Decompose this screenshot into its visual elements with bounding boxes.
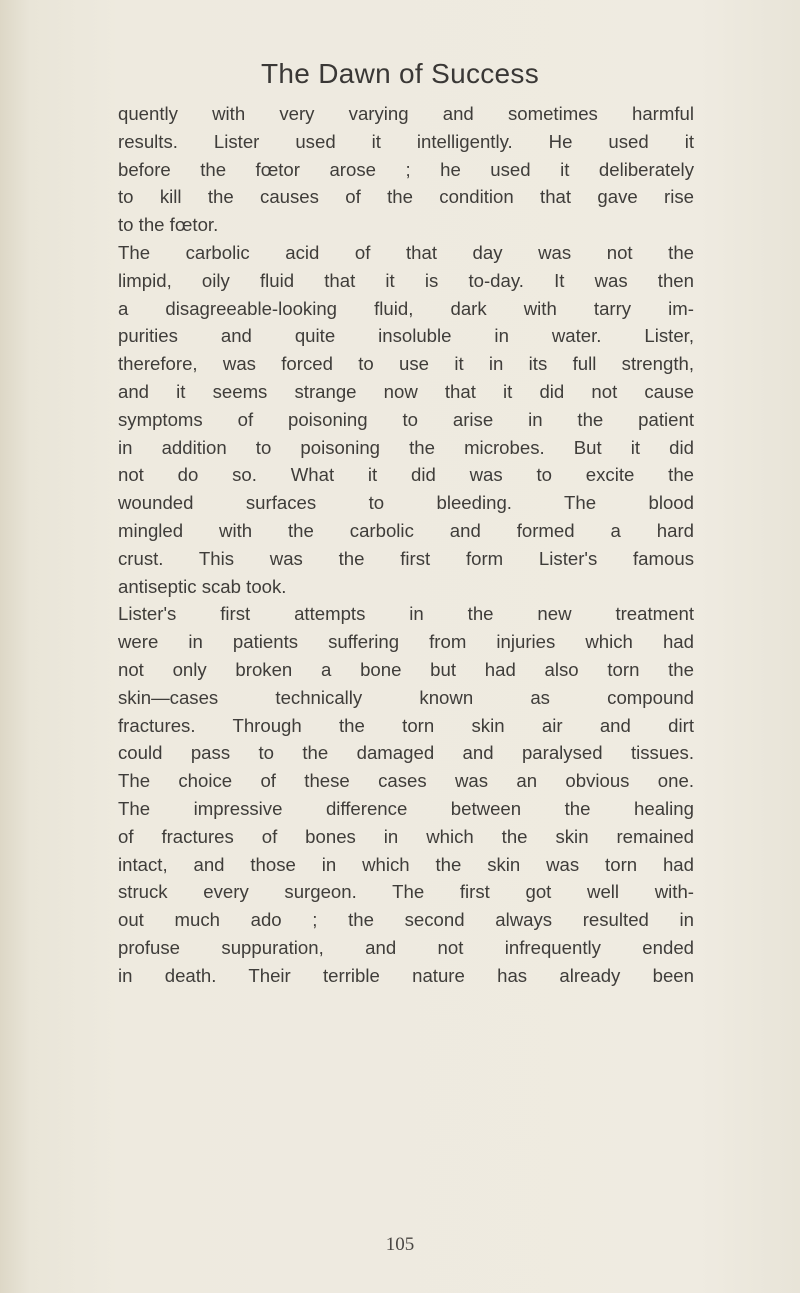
text-line: could pass to the damaged and paralysed tissues.: [118, 742, 694, 764]
page-number: 105: [385, 1234, 415, 1255]
text-line: fractures. Through the torn skin air and dirt: [118, 714, 694, 736]
text-line: The carbolic acid of that day was not the: [118, 241, 694, 263]
text-line: and it seems strange now that it did not cause: [118, 380, 694, 402]
text-line: intact, and those in which the skin was torn had: [118, 853, 694, 875]
text-line: out much ado ; the second always resulted in: [118, 909, 694, 931]
text-line: a disagreeable-looking fluid, dark with tarry im-: [118, 297, 694, 319]
text-line: Lister's first attempts in the new treatment: [118, 603, 694, 625]
text-line: crust. This was the first form Lister's famous: [118, 547, 694, 569]
text-line: were in patients suffering from injuries which had: [118, 631, 694, 653]
text-line: limpid, oily fluid that it is to-day. It was then: [118, 269, 694, 291]
running-head: The Dawn of Success: [260, 58, 540, 89]
text-line: The impressive difference between the healing: [118, 797, 694, 819]
text-line: antiseptic scab took.: [118, 575, 287, 597]
text-line: to kill the causes of the condition that gave rise: [118, 186, 694, 208]
text-line: to the fœtor.: [118, 214, 219, 236]
text-line: The choice of these cases was an obvious one.: [118, 770, 694, 792]
text-line: of fractures of bones in which the skin remained: [118, 825, 694, 847]
text-line: therefore, was forced to use it in its full strength,: [118, 353, 694, 375]
text-line: struck every surgeon. The first got well with-: [118, 881, 694, 903]
text-line: skin—cases technically known as compound: [118, 686, 694, 708]
text-line: in addition to poisoning the microbes. But it did: [118, 436, 694, 458]
text-line: profuse suppuration, and not infrequently ended: [118, 936, 694, 958]
body-text: [118, 100, 694, 990]
text-line: mingled with the carbolic and formed a hard: [118, 519, 694, 541]
text-line: not only broken a bone but had also torn the: [118, 658, 694, 680]
text-line: wounded surfaces to bleeding. The blood: [118, 492, 694, 514]
text-line: quently with very varying and sometimes harmful: [118, 103, 694, 124]
text-line: in death. Their terrible nature has already been: [118, 964, 694, 986]
text-line: symptoms of poisoning to arise in the patient: [118, 408, 694, 430]
text-line: results. Lister used it intelligently. He used it: [118, 130, 694, 152]
text-line: purities and quite insoluble in water. Lister,: [118, 325, 694, 347]
text-line: before the fœtor arose ; he used it deliberately: [118, 158, 694, 180]
text-line: not do so. What it did was to excite the: [118, 464, 694, 486]
